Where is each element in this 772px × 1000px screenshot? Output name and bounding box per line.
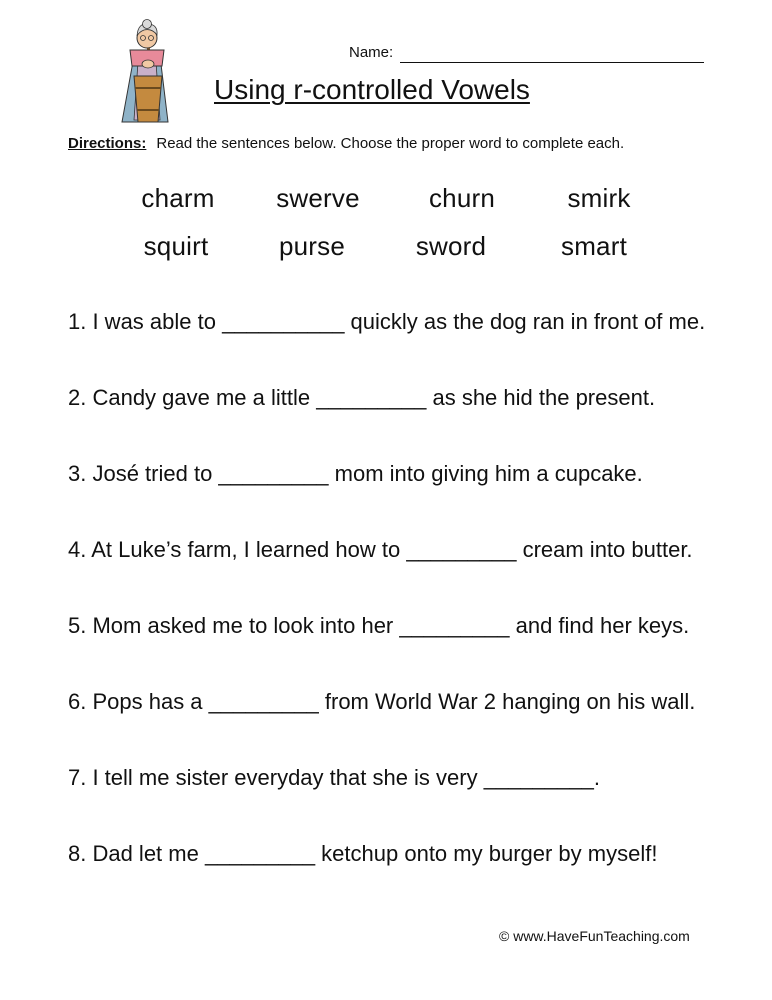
sentence-item: 3. José tried to _________ mom into giving him a cupcake. (68, 461, 643, 486)
name-answer-line[interactable] (400, 62, 704, 63)
word-bank-item: smart (561, 231, 627, 261)
sentence-item: 1. I was able to __________ quickly as the dog ran in front of me. (68, 309, 706, 334)
name-label: Name: (349, 44, 394, 61)
sentence-item: 2. Candy gave me a little _________ as she hid the present. (68, 385, 656, 410)
sentence-item: 6. Pops has a _________ from World War 2 hanging on his wall. (68, 689, 696, 714)
word-bank-item: sword (415, 231, 487, 261)
word-bank-item: churn (428, 183, 496, 213)
word-bank-item: charm (141, 183, 215, 213)
directions-text: Read the sentences below. Choose the proper word to complete each. (156, 135, 625, 152)
word-bank-item: squirt (143, 231, 209, 261)
directions-label: Directions: (68, 135, 147, 152)
sentence-item: 7. I tell me sister everyday that she is very _________. (68, 765, 600, 790)
word-bank-item: purse (278, 231, 346, 261)
worksheet-title: Using r-controlled Vowels (214, 74, 530, 105)
word-bank-item: smirk (567, 183, 631, 213)
word-bank-item: swerve (276, 183, 360, 213)
sentence-item: 5. Mom asked me to look into her _________ and find her keys. (68, 613, 690, 638)
sentence-item: 4. At Luke’s farm, I learned how to _________ cream into butter. (68, 537, 693, 562)
woman-churning-butter-illustration (104, 10, 194, 128)
sentence-item: 8. Dad let me _________ ketchup onto my burger by myself! (68, 841, 658, 866)
directions (68, 135, 624, 152)
copyright-footer: © www.HaveFunTeaching.com (499, 928, 690, 944)
